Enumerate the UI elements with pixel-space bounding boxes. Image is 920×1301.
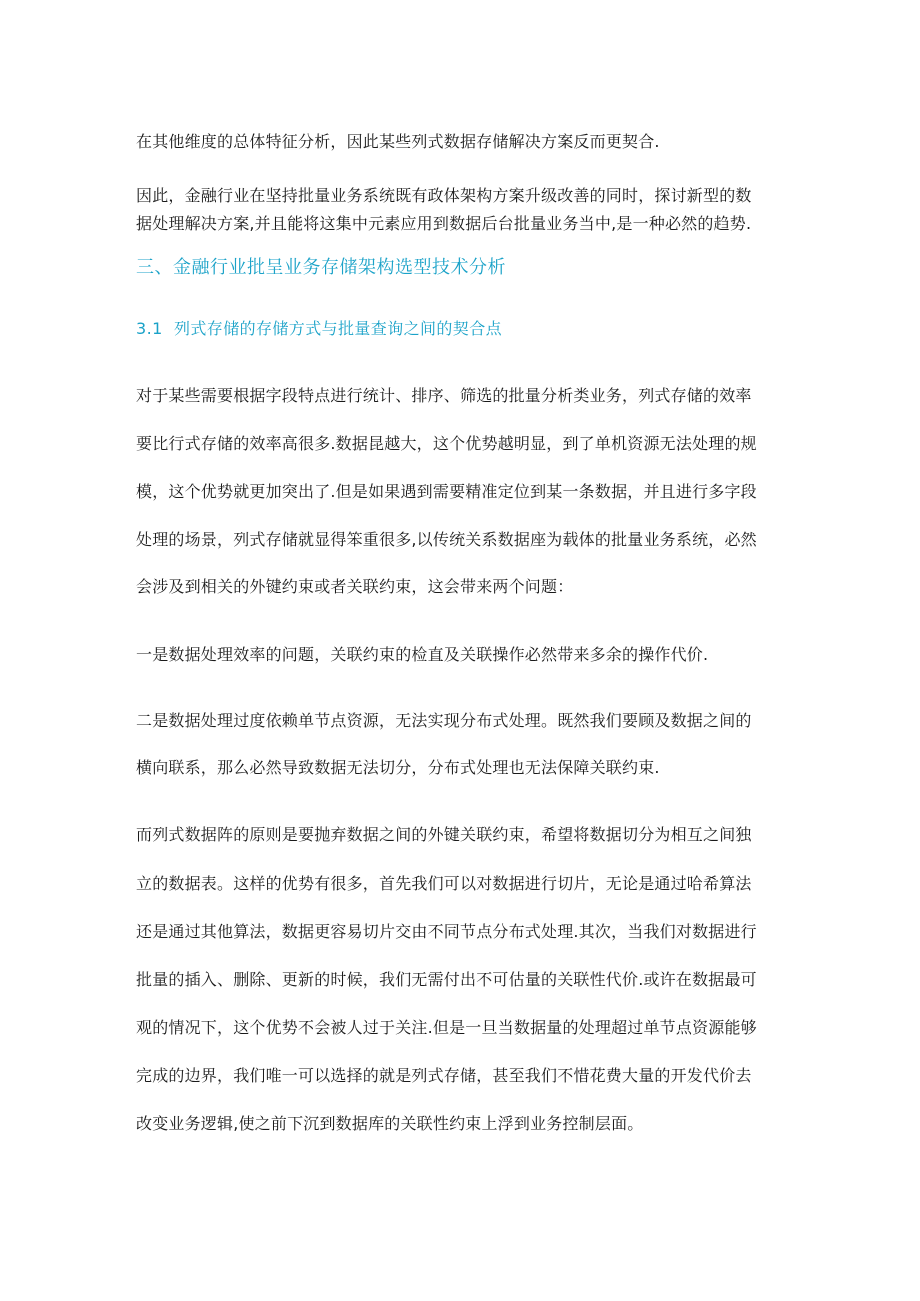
subsection-number: 3.1 [136,319,163,338]
paragraph-line: 而列式数据阵的原则是要抛弃数据之间的外键关联约束，希望将数据切分为相互之间独 [136,825,752,844]
paragraph-line: 改变业务逻辑,使之前下沉到数据库的关联性约束上浮到业务控制层面。 [136,1114,644,1133]
subsection-heading [136,318,502,340]
paragraph-line: 批量的插入、删除、更新的时候，我们无需付出不可估量的关联性代价.或许在数据最可 [136,970,757,989]
paragraph-line: 二是数据处理过度依赖单节点资源，无法实现分布式处理。既然我们要顾及数据之间的 [136,711,752,730]
paragraph-line: 对于某些需要根据字段特点进行统计、排序、筛选的批量分析类业务，列式存储的效率 [136,386,752,405]
paragraph-line: 观的情况下，这个优势不会被人过于关注.但是一旦当数据量的处理超过单节点资源能够 [136,1018,757,1037]
paragraph-line: 据处理解决方案,并且能将这集中元素应用到数据后台批量业务当中,是一种必然的趋势. [136,214,752,233]
paragraph-line: 处理的场景，列式存储就显得笨重很多,以传统关系数据座为载体的批量业务系统，必然 [136,530,757,549]
paragraph-line: 一是数据处理效率的问题，关联约束的检直及关联操作必然带来多余的操作代价. [136,645,709,664]
paragraph-line: 因此，金融行业在坚持批量业务系统既有政体架构方案升级改善的同时，探讨新型的数 [136,186,752,205]
subsection-title: 列式存储的存储方式与批量查询之间的契合点 [174,319,503,338]
paragraph-line: 模，这个优势就更加突出了.但是如果遇到需要精准定位到某一条数据，并且进行多字段 [136,482,757,501]
paragraph-line: 还是通过其他算法，数据更容易切片交由不同节点分布式处理.其次，当我们对数据进行 [136,922,757,941]
paragraph-line: 完成的边界，我们唯一可以选择的就是列式存储，甚至我们不惜花费大量的开发代价去 [136,1066,752,1085]
paragraph-line: 立的数据表。这样的优势有很多，首先我们可以对数据进行切片，无论是通过哈希算法 [136,874,752,893]
paragraph-line: 会涉及到相关的外键约束或者关联约束，这会带来两个问题： [136,577,574,596]
paragraph-line: 横向联系，那么必然导致数据无法切分，分布式处理也无法保障关联约束. [136,758,660,777]
section-heading: 三、金融行业批呈业务存储架构选型技术分析 [136,257,506,278]
paragraph-line: 要比行式存储的效率高很多.数据昆越大，这个优势越明显，到了单机资源无法处理的规 [136,434,757,453]
paragraph-line: 在其他维度的总体特征分析，因此某些列式数据存储解决方案反而更契合. [136,132,660,151]
